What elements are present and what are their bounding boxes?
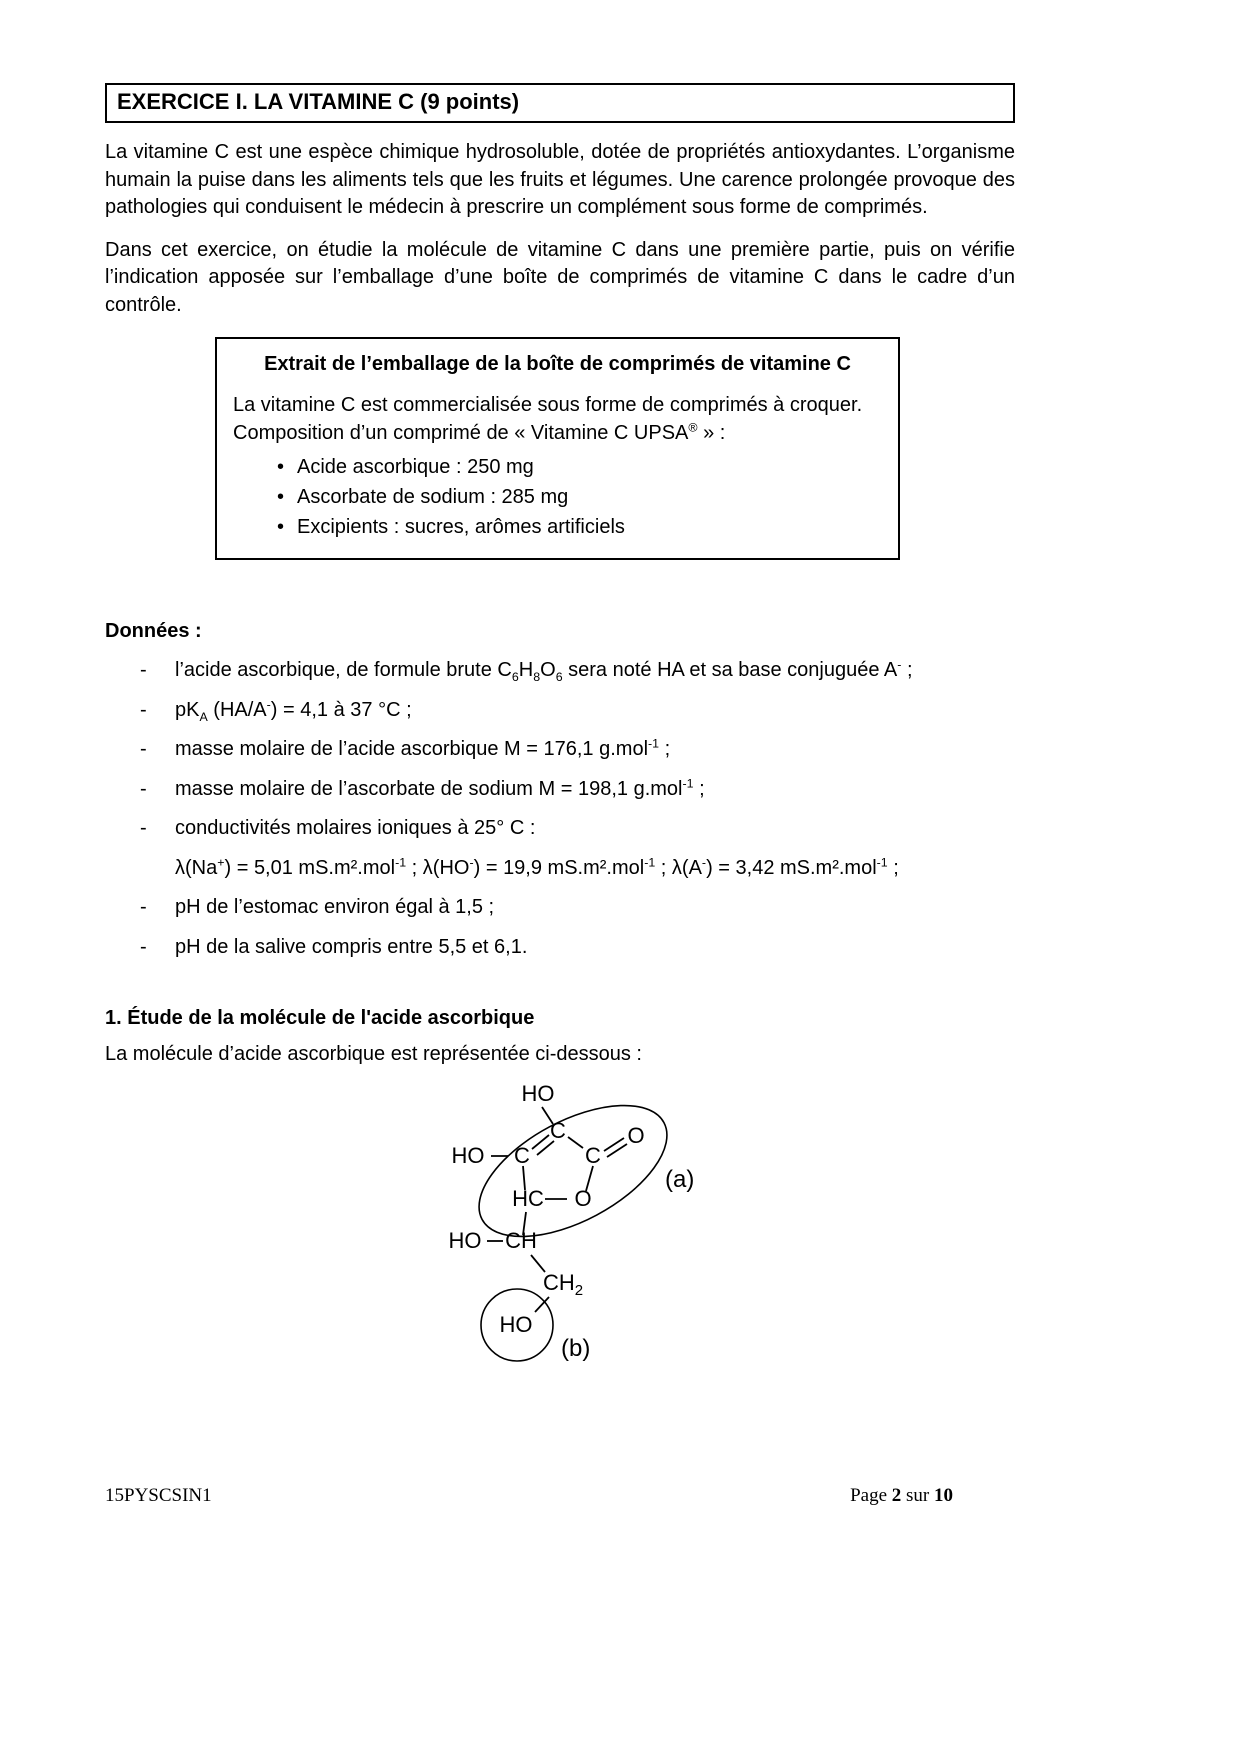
donnee-text: masse molaire de l’ascorbate de sodium M = 198,1 g.mol$^{-1}$ ; — [175, 775, 705, 800]
bond-c1-o-double-2 — [607, 1144, 627, 1157]
atom-ho-top: HO — [521, 1080, 555, 1106]
atom-c3: C — [550, 1117, 566, 1143]
footer-document-code: 15PYSCSIN1 — [105, 1485, 212, 1506]
donnee-text: conductivités molaires ioniques à 25° C : — [175, 817, 536, 839]
conductivity-values-line: λ(Na+) = 5,01 mS.m².mol$^{-1}$ ; λ(HO-) = 19,9 mS.m².mol$^{-1}$ ; λ(A-) = 3,42 mS.m².mol$^{-1}$ ; — [175, 854, 899, 879]
dash-marker: - — [140, 817, 147, 839]
packaging-extract-box — [215, 337, 900, 560]
dash-marker: - — [140, 935, 147, 958]
list-item — [277, 512, 882, 542]
atom-o-carbonyl: O — [627, 1122, 645, 1148]
exercise-title-box — [105, 83, 1015, 123]
bullet-text: Acide ascorbique : 250 mg — [297, 456, 534, 478]
atom-ho-left: HO — [451, 1142, 485, 1168]
atom-o-ring: O — [574, 1185, 592, 1211]
donnee-text: $pK_A$ (HA/A-) = 4,1 à 37 °C ; — [175, 696, 412, 724]
donnee-text: pH de l’estomac environ égal à 1,5 ; — [175, 896, 495, 918]
page-content — [105, 0, 1015, 1395]
list-item — [105, 776, 1015, 804]
intro-paragraph-1: La vitamine C est une espèce chimique hydrosoluble, dotée de propriétés antioxydantes. L’organisme humain la puise dans les aliments tels que les fruits et légumes. Une carence prolongée provoque des pathologies qui conduisent le médecin à prescrire un complément sous forme de comprimés. — [105, 141, 1015, 218]
atom-ch2-main: CH — [543, 1269, 575, 1295]
donnees-heading: Données : — [105, 620, 202, 642]
list-item — [105, 657, 1015, 685]
footer-page-number: Page 2 sur 10 — [850, 1485, 953, 1506]
list-item — [105, 736, 1015, 764]
ascorbic-acid-structure-figure — [415, 1075, 875, 1395]
atom-c1: C — [585, 1142, 601, 1168]
atom-ho-mid: HO — [448, 1227, 482, 1253]
bond-c1-o-double-1 — [604, 1138, 624, 1151]
donnee-text: l’acide ascorbique, de formule brute $C_6H_8O_6$ sera noté HA et sa base conjuguée A- ; — [175, 657, 913, 684]
dash-marker: - — [140, 698, 147, 721]
list-item — [277, 482, 882, 512]
bullet-icon: • — [277, 516, 285, 538]
dash-marker: - — [140, 738, 147, 760]
packaging-composition-line: Composition d’un comprimé de « Vitamine C UPSA® » : — [233, 419, 726, 444]
atom-ch: CH — [505, 1227, 537, 1253]
donnee-text: pH de la salive compris entre 5,5 et 6,1. — [175, 935, 528, 958]
annotation-label-b: (b) — [561, 1334, 591, 1362]
list-item — [105, 934, 1015, 962]
atom-c2: C — [514, 1142, 530, 1168]
list-item — [105, 697, 1015, 725]
packaging-extract-intro: La vitamine C est commercialisée sous forme de comprimés à croquer. — [233, 394, 863, 416]
intro-paragraph-2: Dans cet exercice, on étudie la molécule de vitamine C dans une première partie, puis on vérifie l’indication apposée sur l’emballage d’une boîte de comprimés de vitamine C dans le cadre d’un contrôle. — [105, 238, 1015, 316]
bullet-text: Ascorbate de sodium : 285 mg — [297, 486, 569, 508]
list-item — [105, 894, 1015, 922]
dash-marker: - — [140, 777, 147, 800]
donnees-list — [105, 657, 1015, 961]
dash-marker: - — [140, 896, 147, 918]
bullet-icon: • — [277, 456, 285, 478]
composition-bullet-list — [233, 452, 882, 542]
packaging-extract-title: Extrait de l’emballage de la boîte de comprimés de vitamine C — [264, 353, 851, 375]
ring-highlight-ellipse-a — [459, 1078, 688, 1263]
annotation-label-a: (a) — [665, 1165, 695, 1193]
list-item — [105, 815, 1015, 843]
molecule-intro-text: La molécule d’acide ascorbique est représentée ci-dessous : — [105, 1043, 642, 1065]
list-item — [277, 452, 882, 482]
section1-heading: 1. Étude de la molécule de l'acide ascorbique — [105, 1007, 535, 1029]
donnee-text: masse molaire de l’acide ascorbique M = 176,1 g.mol$^{-1}$ ; — [175, 736, 671, 760]
dash-marker: - — [140, 659, 147, 681]
atom-ho-bottom: HO — [499, 1311, 533, 1337]
molecule-diagram — [415, 1075, 875, 1395]
atom-ch2-subscript: 2 — [574, 1281, 584, 1299]
bullet-text: Excipients : sucres, arômes artificiels — [297, 516, 625, 538]
bullet-icon: • — [277, 486, 285, 508]
atom-hc: HC — [512, 1185, 544, 1211]
bond-c3-c1 — [568, 1137, 583, 1148]
atom-ch2 — [543, 1270, 583, 1299]
exercise-title: EXERCICE I. LA VITAMINE C (9 points) — [117, 89, 520, 114]
